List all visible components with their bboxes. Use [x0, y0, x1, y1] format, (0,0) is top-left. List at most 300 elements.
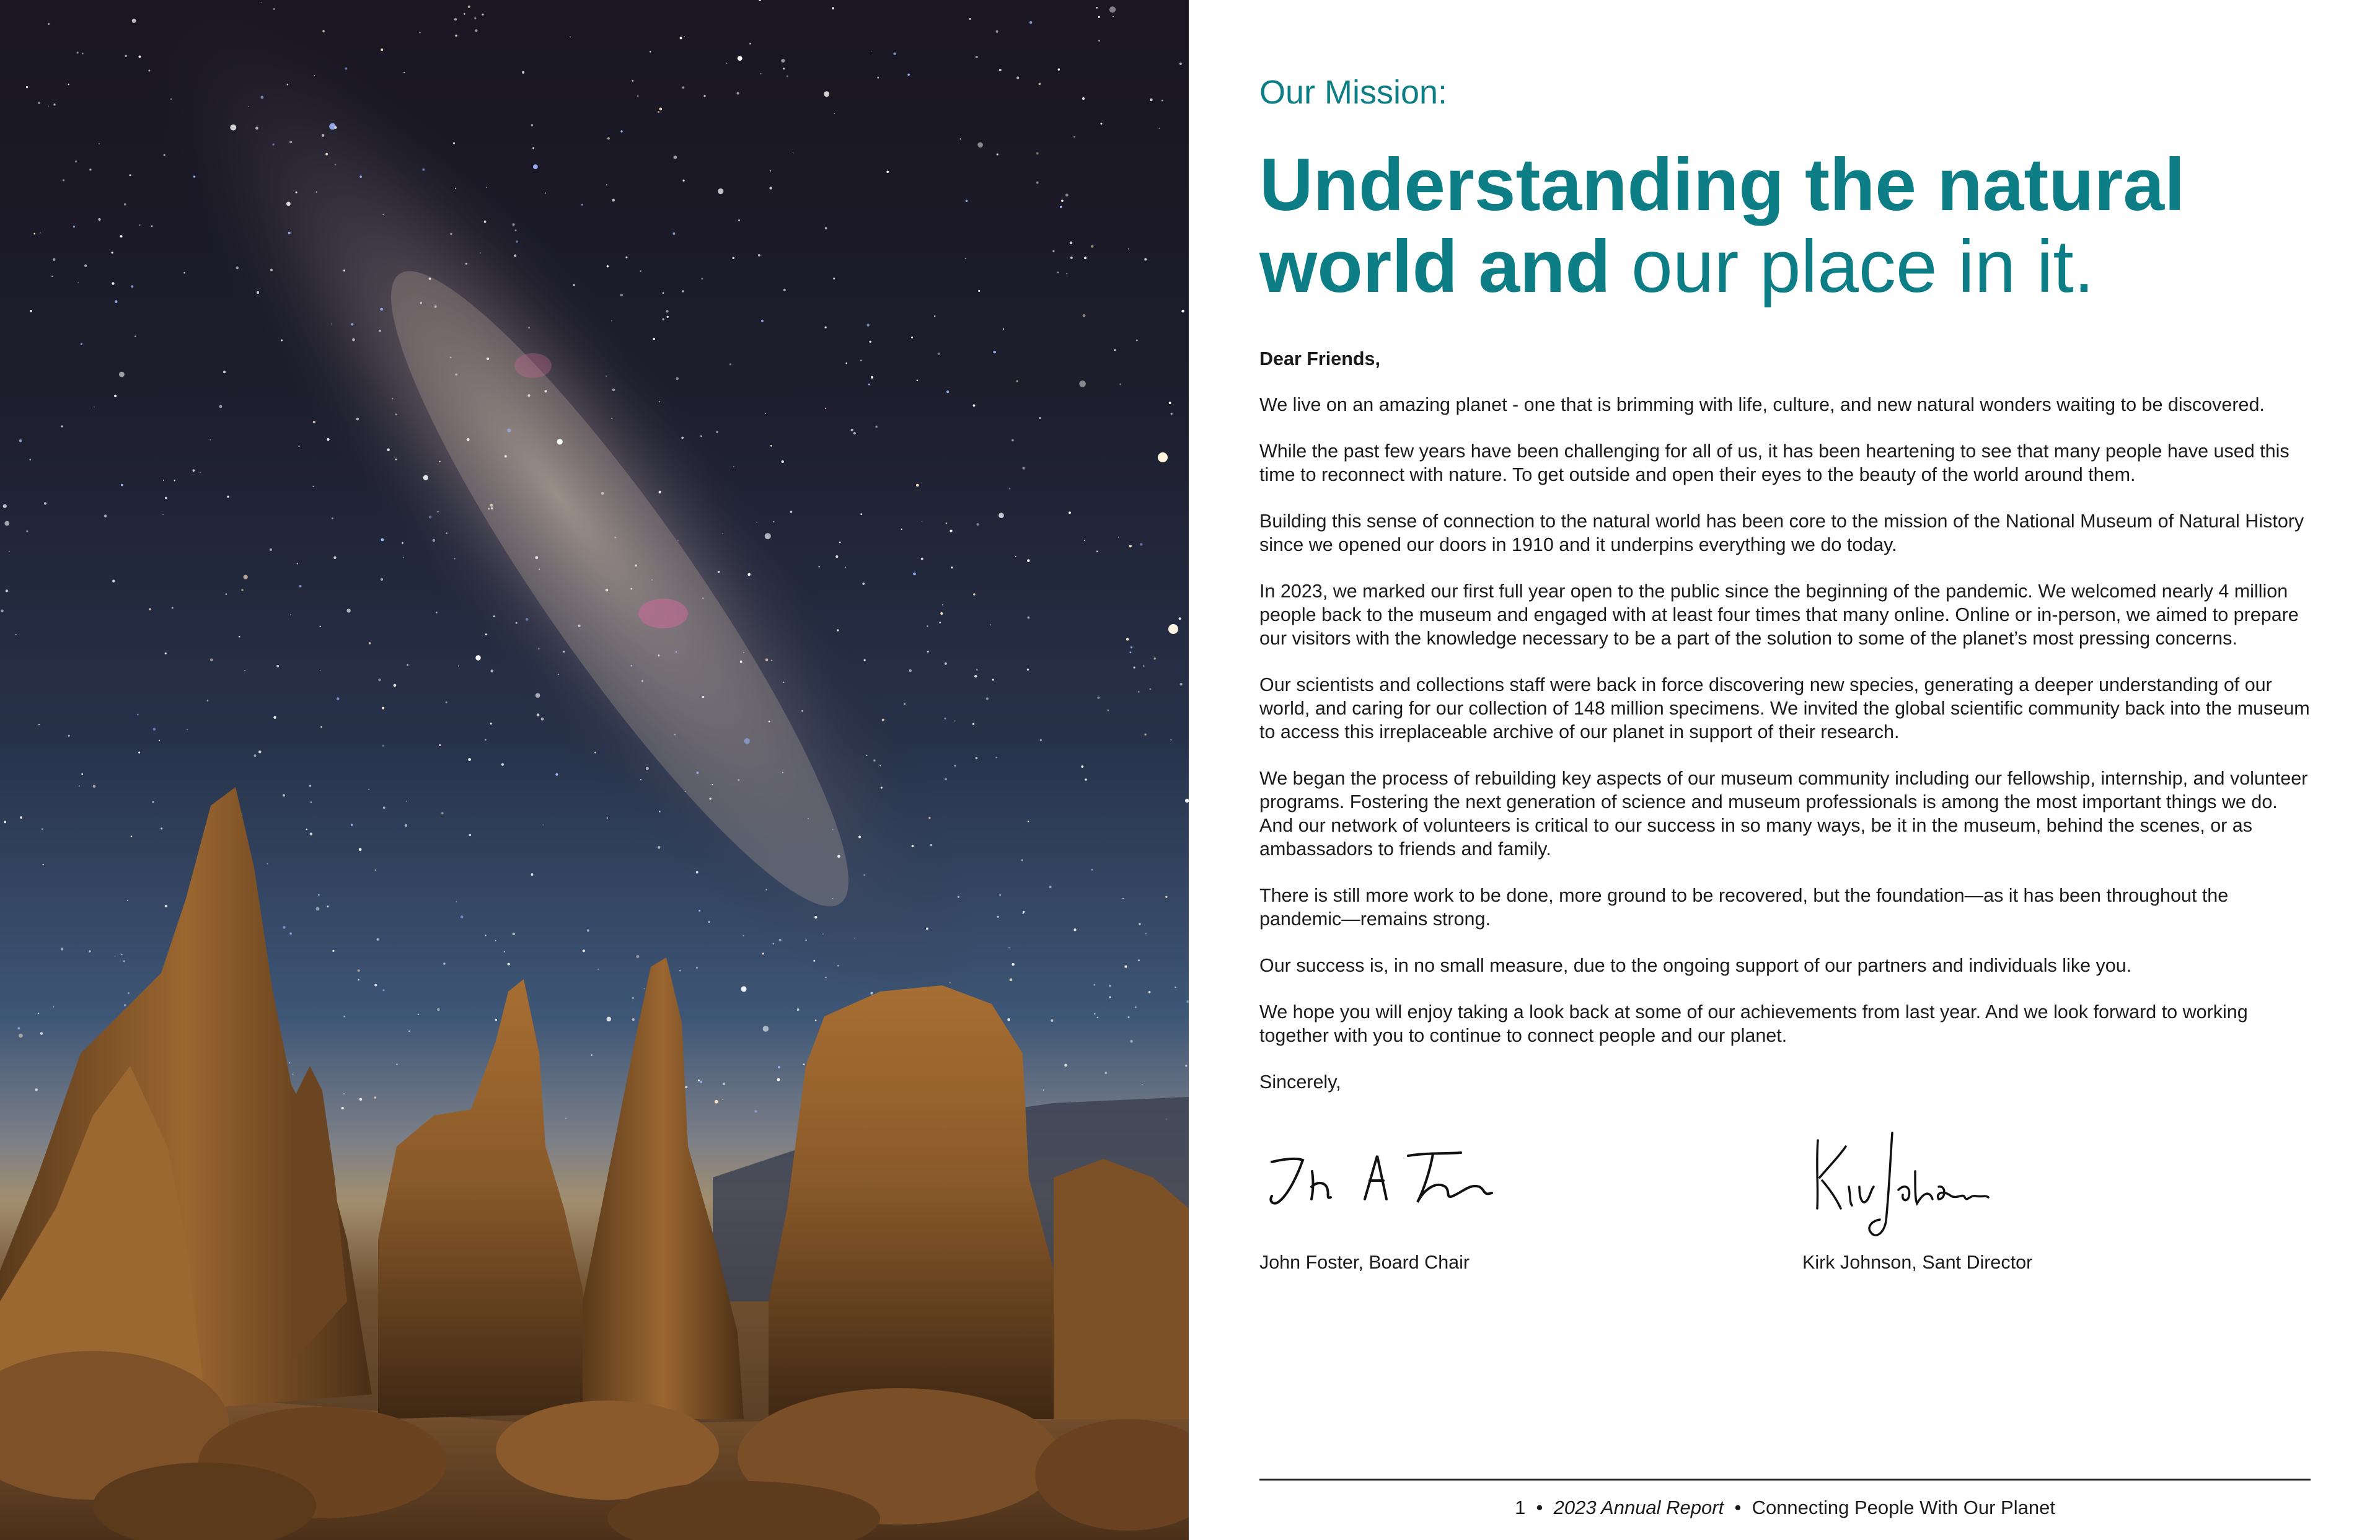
star [770, 445, 772, 447]
star [758, 254, 760, 257]
star [813, 960, 815, 962]
star [1142, 1085, 1143, 1086]
foster-signature-mark [1259, 1128, 1520, 1221]
star [773, 521, 774, 522]
star [950, 982, 951, 983]
star [258, 750, 262, 754]
star [659, 401, 660, 402]
star [422, 169, 425, 171]
footer-separator: • [1536, 1497, 1543, 1518]
star [681, 437, 684, 439]
star [114, 395, 117, 397]
star [316, 907, 320, 911]
star [419, 32, 420, 33]
star [403, 72, 405, 73]
star [423, 475, 428, 480]
star [131, 835, 133, 837]
star [858, 836, 861, 838]
star [223, 371, 226, 373]
star [965, 258, 966, 259]
star [1161, 100, 1163, 102]
star [986, 697, 989, 700]
star [1130, 1040, 1132, 1042]
star [825, 227, 827, 229]
star [527, 394, 530, 397]
star [316, 191, 317, 193]
star [53, 1006, 55, 1008]
star [976, 56, 978, 58]
star [879, 765, 881, 767]
star [904, 703, 906, 705]
star [760, 73, 761, 74]
star [814, 916, 817, 918]
star [405, 824, 407, 827]
photo-illustration [0, 0, 1189, 1540]
star [395, 413, 397, 415]
star [255, 126, 258, 130]
star [563, 651, 565, 653]
star [682, 180, 684, 182]
signature-block-johnson [1802, 1128, 2174, 1273]
star [951, 566, 953, 568]
star [921, 558, 923, 560]
star [1007, 1018, 1010, 1021]
star [132, 19, 136, 23]
star [818, 566, 819, 567]
star [48, 23, 50, 25]
star [641, 680, 643, 682]
star [972, 723, 974, 725]
star [934, 315, 935, 317]
star [927, 651, 929, 653]
star [1129, 651, 1131, 653]
star [738, 56, 743, 61]
star [464, 13, 465, 15]
signature-block-foster [1259, 1128, 1631, 1273]
star [296, 191, 298, 193]
star [104, 514, 107, 517]
star [429, 278, 431, 280]
star [770, 170, 771, 172]
star [1171, 413, 1173, 415]
star [702, 696, 704, 698]
letter-paragraph: We hope you will enjoy taking a look back at some of our achievements from last year. And we look forward to working together with you to continue to connect people and our planet. [1259, 1001, 2248, 1046]
star [1109, 6, 1116, 12]
star [825, 408, 826, 409]
star [82, 53, 84, 55]
letter-salutation: Dear Friends, [1259, 348, 1380, 369]
star [1079, 381, 1086, 387]
star [99, 218, 101, 221]
star [1060, 206, 1062, 208]
star [815, 1019, 817, 1021]
star [320, 626, 321, 627]
star [174, 480, 175, 481]
star [765, 413, 766, 415]
star [441, 812, 444, 814]
star [68, 84, 69, 85]
star [77, 282, 79, 283]
star [995, 757, 997, 758]
star [651, 579, 653, 581]
star [998, 513, 1004, 518]
star [161, 827, 162, 829]
star [825, 327, 827, 328]
star [1058, 68, 1060, 70]
star [612, 199, 615, 202]
star [165, 653, 167, 654]
star [1011, 439, 1014, 442]
star [1084, 257, 1086, 259]
star [528, 327, 530, 328]
star [351, 323, 353, 325]
star [738, 219, 740, 221]
star [53, 258, 55, 261]
star [281, 340, 283, 341]
star [1170, 739, 1171, 741]
star [607, 1017, 612, 1022]
star [1144, 258, 1147, 261]
star [712, 784, 713, 785]
star [558, 674, 559, 675]
bright-star [1168, 624, 1178, 634]
star [332, 517, 333, 519]
star [837, 855, 840, 858]
star [40, 1032, 43, 1035]
star [1094, 984, 1096, 986]
page-number: 1 [1515, 1497, 1526, 1518]
star [744, 738, 750, 744]
star [611, 320, 612, 322]
star [456, 373, 458, 376]
star [646, 767, 649, 770]
star [73, 226, 75, 227]
star [587, 930, 589, 932]
star [535, 556, 538, 559]
star [1150, 689, 1152, 690]
star [1091, 869, 1093, 871]
star [543, 824, 544, 825]
star [137, 714, 139, 716]
star [434, 306, 437, 308]
star [513, 223, 515, 226]
star [1179, 617, 1181, 620]
star [94, 407, 95, 408]
star [485, 633, 487, 635]
star [149, 608, 151, 610]
star [61, 425, 63, 427]
star [343, 1093, 345, 1094]
star [1082, 97, 1085, 100]
star [787, 76, 788, 77]
star [839, 542, 841, 543]
star [112, 579, 115, 582]
star [1015, 556, 1016, 557]
star [515, 229, 517, 231]
star [152, 801, 154, 803]
star [1036, 152, 1039, 155]
star [443, 962, 446, 965]
star [676, 651, 677, 653]
star [1064, 1064, 1067, 1067]
star [1159, 128, 1160, 129]
star [545, 390, 547, 393]
star [19, 1034, 23, 1038]
star [659, 108, 662, 111]
star [682, 87, 684, 89]
star [490, 723, 492, 724]
star [1073, 928, 1076, 931]
star [761, 320, 764, 322]
star [682, 290, 684, 293]
star [696, 967, 698, 969]
star [253, 754, 256, 757]
star [130, 174, 131, 176]
star [718, 188, 723, 194]
star [138, 752, 140, 754]
star [270, 269, 273, 271]
star [679, 970, 681, 971]
star [193, 469, 195, 472]
star [945, 718, 946, 719]
star [539, 569, 540, 570]
star [343, 270, 345, 271]
star [946, 390, 949, 393]
star [383, 807, 386, 809]
star [877, 77, 879, 79]
star [61, 948, 63, 950]
star [293, 1074, 294, 1075]
star [487, 187, 488, 188]
star [485, 739, 487, 741]
star [151, 226, 153, 227]
star [594, 752, 596, 754]
star [164, 154, 165, 156]
star [453, 143, 455, 144]
star [1165, 896, 1167, 898]
star [200, 472, 201, 473]
star [469, 834, 472, 837]
star [851, 429, 853, 431]
star [112, 252, 113, 253]
star [960, 138, 961, 139]
star [644, 988, 645, 989]
star [93, 785, 96, 788]
star [504, 951, 505, 953]
star [346, 609, 350, 612]
star [227, 496, 229, 498]
star [740, 661, 743, 663]
star [612, 389, 615, 391]
star [1143, 666, 1144, 667]
star [287, 84, 289, 86]
star [653, 338, 655, 340]
star [490, 504, 493, 507]
star [368, 789, 369, 790]
star [352, 338, 355, 341]
star [601, 492, 604, 495]
star [1011, 963, 1014, 966]
star [359, 175, 362, 178]
star [219, 405, 223, 408]
star [1128, 1016, 1130, 1018]
star [1094, 1013, 1096, 1015]
star [875, 426, 878, 428]
star [1027, 559, 1030, 562]
star [289, 1062, 290, 1063]
star [1119, 384, 1121, 385]
star [1113, 16, 1114, 17]
star [913, 573, 916, 576]
star [632, 1018, 635, 1021]
star [51, 276, 53, 277]
star [312, 486, 314, 487]
star [382, 707, 384, 710]
star [672, 232, 675, 235]
star [531, 873, 534, 876]
star [1070, 257, 1073, 259]
star [115, 300, 118, 303]
star [973, 593, 975, 595]
star [165, 497, 167, 499]
star [1136, 340, 1138, 341]
star [48, 106, 50, 107]
star [950, 530, 952, 532]
star [976, 757, 978, 760]
star [77, 51, 79, 53]
star [4, 821, 6, 824]
star [531, 124, 534, 126]
star [954, 765, 956, 767]
star [834, 113, 835, 114]
star [356, 418, 359, 421]
mission-eyebrow: Our Mission: [1259, 74, 1448, 111]
star [1052, 250, 1054, 252]
star [374, 1096, 377, 1099]
johnson-signature-name: Kirk Johnson, Sant Director [1802, 1252, 2033, 1273]
star [640, 779, 641, 780]
star [650, 51, 651, 52]
star [1096, 550, 1098, 552]
star [1036, 182, 1039, 184]
letter-paragraph: Our scientists and collections staff were back in force discovering new species, generating a deeper understanding of our world, and caring for our collection of 148 million specimens. We invited the global scientific community back into the museum to access this irreplaceable archive of our planet in support of their research. [1259, 674, 2310, 742]
star [845, 566, 846, 568]
star [468, 6, 470, 8]
star [537, 713, 540, 716]
star [241, 589, 243, 591]
star [1003, 328, 1004, 330]
star [165, 905, 167, 907]
star [1153, 658, 1155, 659]
star [30, 459, 31, 460]
star [1181, 310, 1184, 313]
footer-rule [1259, 1479, 2311, 1481]
star [1028, 617, 1030, 619]
star [581, 204, 583, 206]
footer-tagline: Connecting People With Our Planet [1752, 1497, 2055, 1518]
star [286, 202, 291, 206]
star [723, 1083, 725, 1085]
star [433, 539, 436, 542]
star [1097, 1017, 1098, 1018]
star [408, 1031, 410, 1032]
star [1122, 898, 1124, 899]
star [909, 669, 912, 672]
star [832, 7, 834, 9]
star [557, 439, 563, 444]
star [946, 522, 948, 524]
star [700, 435, 702, 437]
star [507, 429, 511, 433]
star [230, 125, 236, 131]
star [747, 573, 751, 576]
star [860, 359, 862, 361]
star [1124, 966, 1127, 968]
star [536, 693, 540, 698]
star [782, 460, 784, 463]
foster-signature-name: John Foster, Board Chair [1259, 1252, 1470, 1273]
star [163, 480, 164, 481]
star [358, 979, 359, 980]
star [1104, 1071, 1107, 1074]
star [631, 665, 633, 667]
star [1134, 667, 1135, 669]
star [387, 449, 389, 451]
star [1016, 381, 1018, 382]
star [193, 175, 195, 177]
star [659, 491, 662, 494]
star [790, 511, 793, 513]
star [718, 571, 720, 573]
star [121, 484, 123, 486]
star [696, 772, 699, 774]
star [1148, 991, 1151, 993]
star [1, 610, 4, 613]
star [516, 240, 518, 243]
star [1145, 734, 1147, 736]
star [637, 955, 640, 958]
star [729, 363, 731, 365]
star [703, 95, 705, 97]
mission-headline [1259, 144, 2325, 307]
star [1150, 99, 1153, 102]
star [894, 53, 896, 55]
star [351, 824, 353, 825]
star [465, 263, 467, 265]
star [637, 95, 638, 97]
star [736, 92, 739, 94]
star [1039, 417, 1041, 419]
star [1084, 540, 1085, 541]
star [990, 624, 991, 625]
star [783, 682, 784, 683]
star [954, 720, 956, 721]
star [570, 37, 571, 38]
star [684, 37, 685, 38]
star [505, 455, 507, 457]
star [63, 179, 64, 181]
star [513, 933, 515, 935]
star [438, 511, 439, 513]
star [183, 272, 185, 274]
star [288, 232, 291, 234]
star [1021, 860, 1023, 861]
star [699, 910, 700, 912]
star [187, 729, 188, 730]
star [759, 0, 761, 1]
star [607, 817, 608, 819]
star [375, 869, 376, 871]
